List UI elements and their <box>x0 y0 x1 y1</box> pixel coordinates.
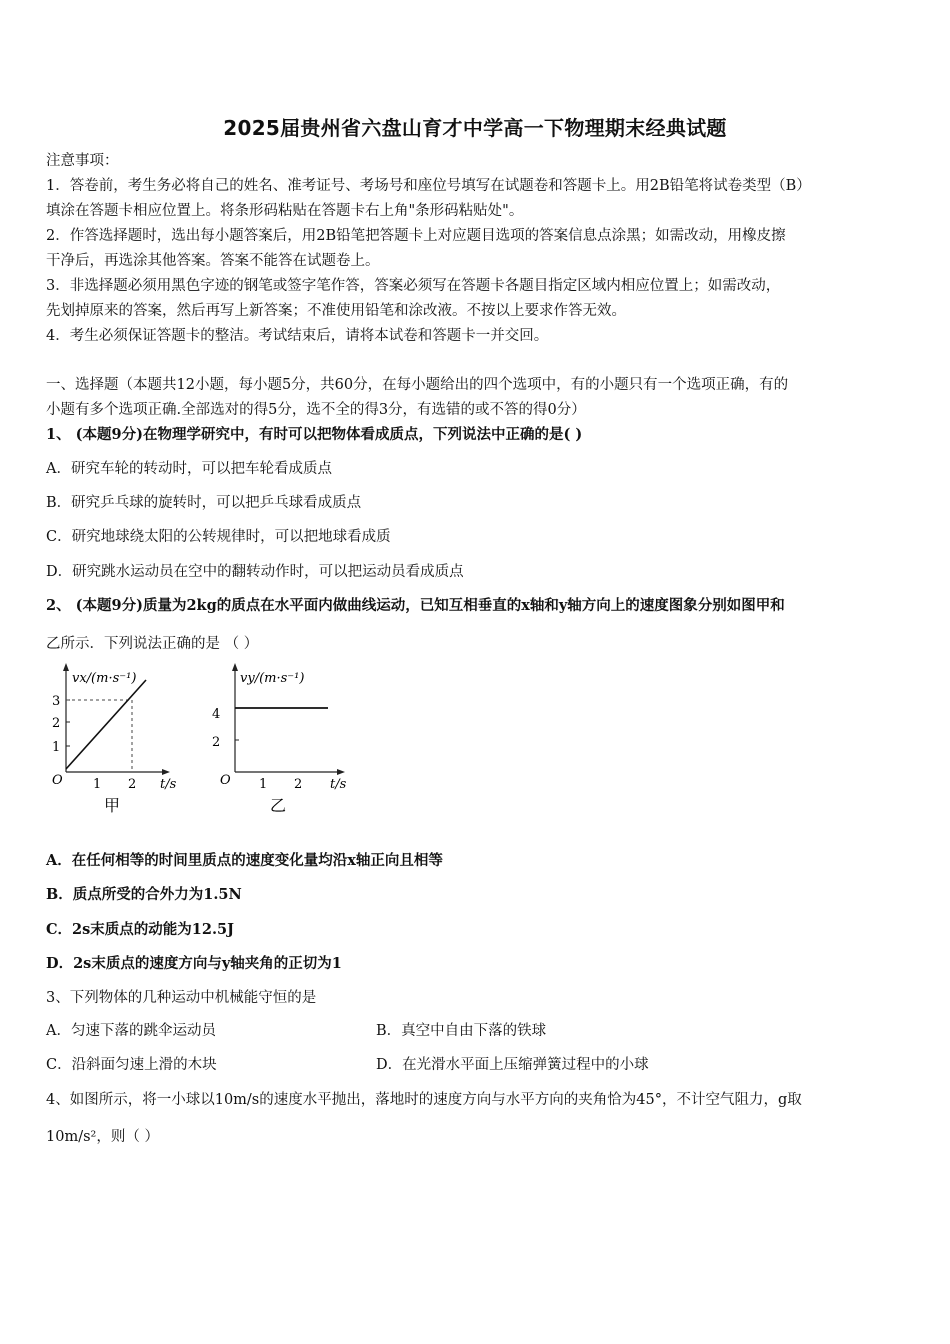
vx-line <box>66 680 146 769</box>
section-heading-line-2: 小题有多个选项正确.全部选对的得5分，选不全的得3分，有选错的或不答的得0分） <box>46 402 586 418</box>
q3-option-b: B．真空中自由下落的铁球 <box>376 1023 547 1039</box>
notice-heading: 注意事项： <box>46 153 119 169</box>
notice-line-3: 2．作答选择题时，选出每小题答案后，用2B铅笔把答题卡上对应题目选项的答案信息点涂黑；如需改动，用橡皮擦 <box>46 228 786 244</box>
vy-y-arrow <box>232 663 238 671</box>
q2-stem-line-1: 2、 (本题9分)质量为2kg的质点在水平面内做曲线运动，已知互相垂直的x轴和y轴方向上的速度图象分别如图甲和 <box>46 597 785 614</box>
vx-x-arrow <box>162 769 170 775</box>
vy-x-label: t/s <box>330 777 347 792</box>
q2-option-b: B．质点所受的合外力为1.5N <box>46 886 242 903</box>
vx-ytick-1: 1 <box>52 740 61 755</box>
vx-ytick-2: 2 <box>52 716 61 731</box>
notice-line-2: 填涂在答题卡相应位置上。将条形码粘贴在答题卡右上角"条形码粘贴处"。 <box>46 203 524 219</box>
vx-origin: O <box>52 773 63 788</box>
notice-line-5: 3．非选择题必须用黑色字迹的钢笔或签字笔作答，答案必须写在答题卡各题目指定区域内相应位置上；如需改动， <box>46 278 781 294</box>
graph-vy <box>212 663 347 815</box>
notice-line-7: 4．考生必须保证答题卡的整洁。考试结束后，请将本试卷和答题卡一并交回。 <box>46 328 549 344</box>
vx-xtick-1: 1 <box>93 777 102 792</box>
q4-stem-line-1: 4、如图所示，将一小球以10m/s的速度水平抛出，落地时的速度方向与水平方向的夹角恰为45°，不计空气阻力，g取 <box>46 1092 802 1108</box>
vx-caption: 甲 <box>104 796 121 815</box>
q1-option-c: C．研究地球绕太阳的公转规律时，可以把地球看成质 <box>46 529 391 545</box>
q3-stem: 3、下列物体的几种运动中机械能守恒的是 <box>46 990 317 1006</box>
q2-option-a: A．在任何相等的时间里质点的速度变化量均沿x轴正向且相等 <box>46 852 443 869</box>
notice-line-6: 先划掉原来的答案，然后再写上新答案；不准使用铅笔和涂改液。不按以上要求作答无效。 <box>46 303 626 319</box>
velocity-graphs-figure <box>40 660 370 820</box>
q1-option-b: B．研究乒乓球的旋转时，可以把乒乓球看成质点 <box>46 495 362 511</box>
q1-stem: 1、 (本题9分)在物理学研究中，有时可以把物体看成质点，下列说法中正确的是( ) <box>46 426 583 443</box>
graph-vx <box>52 663 177 815</box>
vy-x-arrow <box>337 769 345 775</box>
q2-option-d: D．2s末质点的速度方向与y轴夹角的正切为1 <box>46 955 342 972</box>
q2-option-c: C．2s末质点的动能为12.5J <box>46 921 234 938</box>
vx-x-label: t/s <box>160 777 177 792</box>
q3-option-c: C．沿斜面匀速上滑的木块 <box>46 1057 217 1073</box>
section-heading-line-1: 一、选择题（本题共12小题，每小题5分，共60分，在每小题给出的四个选项中，有的小题只有一个选项正确，有的 <box>46 377 789 393</box>
page-title: 2025届贵州省六盘山育才中学高一下物理期末经典试题 <box>223 116 727 140</box>
vy-xtick-2: 2 <box>294 777 303 792</box>
q3-option-a: A．匀速下落的跳伞运动员 <box>46 1023 216 1039</box>
vy-y-label: vy/(m·s⁻¹) <box>240 671 305 686</box>
vx-y-arrow <box>63 663 69 671</box>
q2-stem-line-2: 乙所示．下列说法正确的是 （ ） <box>46 636 259 652</box>
q1-option-d: D．研究跳水运动员在空中的翻转动作时，可以把运动员看成质点 <box>46 564 464 580</box>
notice-line-4: 干净后，再选涂其他答案。答案不能答在试题卷上。 <box>46 253 380 269</box>
vy-xtick-1: 1 <box>259 777 268 792</box>
vx-xtick-2: 2 <box>128 777 137 792</box>
notice-line-1: 1．答卷前，考生务必将自己的姓名、准考证号、考场号和座位号填写在试题卷和答题卡上。用2B铅笔将试卷类型（B） <box>46 178 811 194</box>
q1-option-a: A．研究车轮的转动时，可以把车轮看成质点 <box>46 461 332 477</box>
vx-y-label: vx/(m·s⁻¹) <box>72 671 137 686</box>
vy-caption: 乙 <box>270 796 287 815</box>
vy-ytick-2: 2 <box>212 735 221 750</box>
vx-ytick-3: 3 <box>52 694 61 709</box>
vy-origin: O <box>220 773 231 788</box>
vy-ytick-4: 4 <box>212 707 221 722</box>
q4-stem-line-2: 10m/s²，则（ ） <box>46 1129 159 1145</box>
q3-option-d: D．在光滑水平面上压缩弹簧过程中的小球 <box>376 1057 649 1073</box>
